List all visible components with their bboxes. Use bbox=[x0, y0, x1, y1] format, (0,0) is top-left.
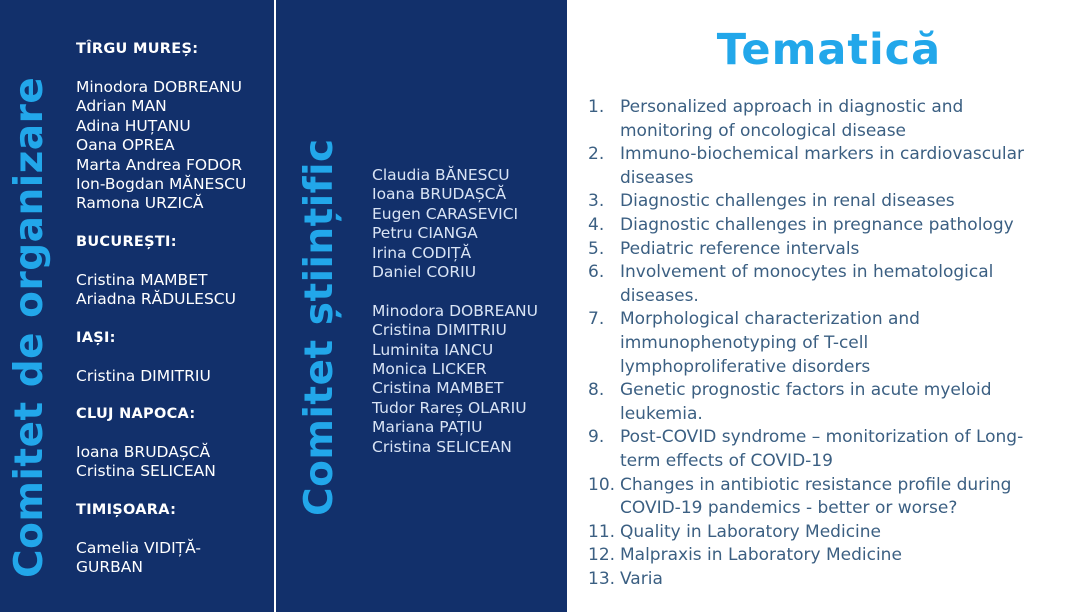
topic-item bbox=[588, 426, 1078, 473]
member-name: Cristina SELICEAN bbox=[76, 462, 216, 481]
member-name: Luminita IANCU bbox=[372, 340, 494, 359]
city-group bbox=[76, 40, 272, 214]
topic-line: Pediatric reference intervals bbox=[620, 238, 860, 259]
topic-line: Varia bbox=[620, 568, 663, 589]
topic-item bbox=[588, 308, 1078, 379]
city-group bbox=[76, 405, 272, 482]
member-name: Cristina SELICEAN bbox=[372, 437, 512, 456]
member-name: Daniel CORIU bbox=[372, 263, 477, 282]
member-name: Minodora DOBREANU bbox=[76, 78, 242, 96]
topic-item bbox=[588, 190, 1078, 214]
topic-line: Quality in Laboratory Medicine bbox=[620, 521, 882, 542]
topic-line: leukemia. bbox=[620, 403, 703, 424]
organizing-committee-title: Comitet de organizare bbox=[7, 76, 52, 578]
topic-number: 1. bbox=[588, 97, 605, 117]
topic-item bbox=[588, 544, 1078, 568]
topic-number: 4. bbox=[588, 214, 605, 235]
city-heading: CLUJ NAPOCA: bbox=[76, 406, 196, 423]
topic-line: Changes in antibiotic resistance profile during bbox=[620, 474, 1012, 495]
topic-text bbox=[620, 238, 1078, 262]
member-name: Petru CIANGA bbox=[372, 224, 478, 243]
topic-text bbox=[620, 308, 1078, 379]
scientific-committee-title: Comitet științific bbox=[297, 138, 342, 516]
topic-line: Immuno-biochemical markers in cardiovascular bbox=[620, 144, 1024, 165]
topic-item bbox=[588, 96, 1078, 143]
list-spacer bbox=[372, 282, 538, 301]
city-heading: TÎRGU MUREȘ: bbox=[76, 41, 199, 57]
topic-line: monitoring of oncological disease bbox=[620, 120, 907, 141]
topic-line: diseases bbox=[620, 167, 694, 188]
member-name: Minodora DOBREANU bbox=[372, 301, 538, 320]
member-name: Cristina MAMBET bbox=[76, 270, 208, 289]
member-name: Ion-Bogdan MĂNESCU bbox=[76, 175, 247, 194]
member-name: Marta Andrea FODOR bbox=[76, 155, 243, 174]
city-heading: BUCUREȘTI: bbox=[76, 233, 177, 250]
topic-line: immunophenotyping of T-cell bbox=[620, 332, 869, 353]
topic-text bbox=[620, 214, 1078, 238]
topic-number: 11. bbox=[588, 521, 616, 542]
topic-line: diseases. bbox=[620, 285, 699, 306]
topic-text bbox=[620, 474, 1078, 521]
topic-line: Diagnostic challenges in renal diseases bbox=[620, 191, 955, 212]
topic-item bbox=[588, 379, 1078, 426]
member-name: Irina CODIȚĂ bbox=[372, 243, 472, 262]
topic-number: 2. bbox=[588, 144, 605, 165]
member-name: Cristina MAMBET bbox=[372, 379, 504, 398]
member-name: GURBAN bbox=[76, 558, 143, 577]
topic-text bbox=[620, 379, 1078, 426]
topic-text bbox=[620, 568, 1078, 592]
topic-item bbox=[588, 521, 1078, 545]
topic-number: 6. bbox=[588, 262, 605, 283]
organizing-committee-list bbox=[76, 40, 272, 597]
member-name: Claudia BĂNESCU bbox=[372, 166, 510, 184]
topic-number: 13. bbox=[588, 568, 616, 589]
member-name: Adina HUȚANU bbox=[76, 116, 191, 135]
topic-number: 7. bbox=[588, 309, 605, 330]
topic-number: 8. bbox=[588, 380, 605, 401]
topic-item bbox=[588, 214, 1078, 238]
topic-line: Morphological characterization and bbox=[620, 309, 920, 330]
city-heading: TIMIȘOARA: bbox=[76, 501, 177, 518]
topic-line: term effects of COVID-19 bbox=[620, 450, 833, 471]
scientific-committee-list bbox=[372, 166, 538, 457]
topic-text bbox=[620, 261, 1078, 308]
topic-line: Post-COVID syndrome – monitorization of Long- bbox=[620, 427, 1024, 448]
city-group bbox=[76, 329, 272, 386]
topic-number: 10. bbox=[588, 474, 616, 495]
topic-number: 3. bbox=[588, 191, 605, 212]
topic-text bbox=[620, 426, 1078, 473]
member-name: Ariadna RĂDULESCU bbox=[76, 290, 236, 309]
topic-line: lymphoproliferative disorders bbox=[620, 356, 871, 377]
topics-list bbox=[588, 96, 1078, 591]
member-name: Ramona URZICĂ bbox=[76, 194, 204, 213]
topic-line: Malpraxis in Laboratory Medicine bbox=[620, 545, 902, 566]
member-name: Monica LICKER bbox=[372, 360, 487, 379]
topic-text bbox=[620, 190, 1078, 214]
member-name: Ioana BRUDAȘCĂ bbox=[372, 185, 507, 204]
topic-number: 9. bbox=[588, 427, 605, 448]
topic-text bbox=[620, 544, 1078, 568]
city-heading: IAȘI: bbox=[76, 329, 116, 346]
member-name: Mariana PAȚIU bbox=[372, 418, 483, 437]
member-name: Camelia VIDIȚĂ- bbox=[76, 538, 201, 557]
topic-number: 5. bbox=[588, 238, 605, 259]
topic-item bbox=[588, 568, 1078, 592]
topic-text bbox=[620, 96, 1078, 143]
topic-item bbox=[588, 261, 1078, 308]
city-group bbox=[76, 233, 272, 310]
topic-item bbox=[588, 474, 1078, 521]
topic-item bbox=[588, 143, 1078, 190]
member-name: Tudor Rareș OLARIU bbox=[372, 398, 527, 417]
tematica-title: Tematică bbox=[716, 25, 942, 75]
topic-line: Diagnostic challenges in pregnance pathology bbox=[620, 214, 1014, 235]
member-name: Oana OPREA bbox=[76, 136, 175, 155]
topic-text bbox=[620, 521, 1078, 545]
member-name: Eugen CARASEVICI bbox=[372, 204, 519, 223]
panel-divider bbox=[274, 0, 276, 612]
member-name: Adrian MAN bbox=[76, 97, 167, 116]
topic-line: Personalized approach in diagnostic and bbox=[620, 97, 964, 117]
topic-text bbox=[620, 143, 1078, 190]
topic-line: Genetic prognostic factors in acute myeloid bbox=[620, 380, 992, 401]
topic-line: COVID-19 pandemics - better or worse? bbox=[620, 498, 958, 519]
member-name: Cristina DIMITRIU bbox=[76, 366, 211, 385]
member-name: Ioana BRUDAȘCĂ bbox=[76, 443, 211, 462]
city-group bbox=[76, 501, 272, 578]
topic-item bbox=[588, 238, 1078, 262]
topic-number: 12. bbox=[588, 545, 616, 566]
member-name: Cristina DIMITRIU bbox=[372, 321, 507, 340]
topic-line: Involvement of monocytes in hematological bbox=[620, 262, 994, 283]
